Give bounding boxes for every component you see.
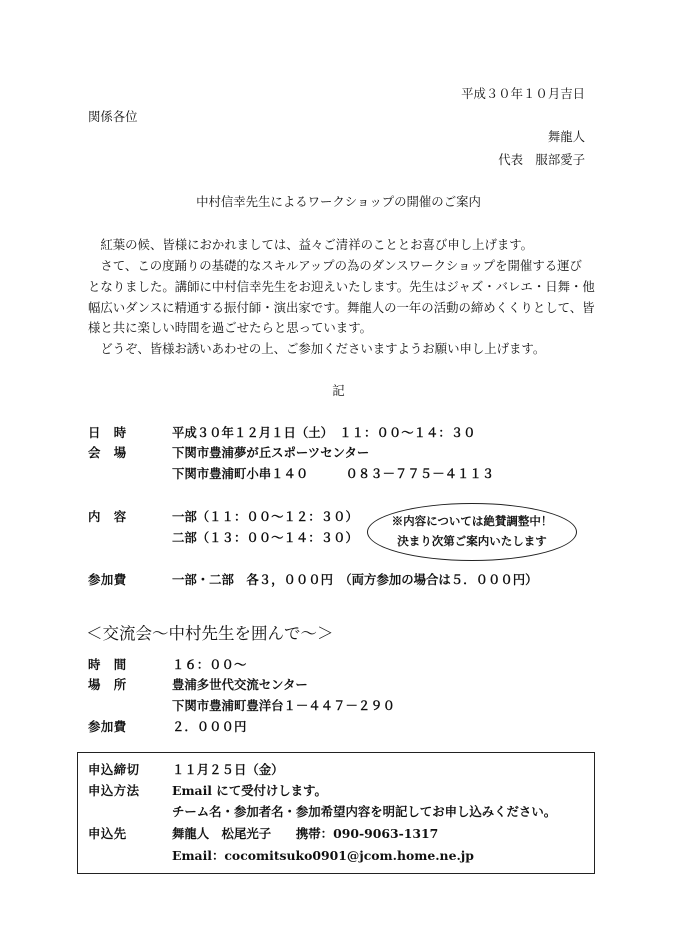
addressee: 関係各位 <box>88 109 138 124</box>
social-title: ＜交流会～中村先生を囲んで～＞ <box>86 624 334 643</box>
content-note-line1: ※内容については絶賛調整中！ <box>391 514 553 528</box>
method-label: 申込方法 <box>88 783 140 798</box>
workshop-content-label: 内 容 <box>88 509 127 524</box>
social-time-value: １６：００～ <box>172 657 247 672</box>
deadline-label: 申込締切 <box>88 762 140 777</box>
workshop-venue-name: 下関市豊浦夢が丘スポーツセンター <box>172 445 370 460</box>
organization-name: 舞龍人 <box>547 129 585 144</box>
body-line: となりました。講師に中村信幸先生をお迎えいたします。先生はジャズ・バレエ・日舞・他 <box>88 279 595 294</box>
workshop-fee-label: 参加費 <box>88 572 127 587</box>
ki-mark: 記 <box>332 383 345 398</box>
workshop-venue-label: 会 場 <box>88 445 127 460</box>
issue-date: 平成３０年１０月吉日 <box>461 86 585 101</box>
content-note-line2: 決まり次第ご案内いたします <box>397 534 547 548</box>
social-place-label: 場 所 <box>88 677 127 692</box>
contact-value: 舞龍人 松尾光子 携帯：090-9063-1317 <box>172 826 439 841</box>
body-line: さて、この度踊りの基礎的なスキルアップの為のダンスワークショップを開催する運び <box>88 258 582 273</box>
workshop-part2: 二部（１３：００～１４：３０） <box>172 530 358 545</box>
method-note: チーム名・参加者名・参加希望内容を明記してお申し込みください。 <box>172 804 557 819</box>
social-place-address: 下関市豊浦町豊洋台１－４４７－２９０ <box>172 698 396 713</box>
social-time-label: 時 間 <box>88 657 127 672</box>
workshop-date-label: 日 時 <box>88 425 127 440</box>
page-title: 中村信幸先生によるワークショップの開催のご案内 <box>196 194 481 209</box>
body-line: 紅葉の候、皆様におかれましては、益々ご清祥のこととお喜び申し上げます。 <box>88 237 534 252</box>
social-place-name: 豊浦多世代交流センター <box>172 677 308 692</box>
social-fee-value: ２．０００円 <box>172 719 247 734</box>
contact-label: 申込先 <box>88 826 127 841</box>
social-fee-label: 参加費 <box>88 719 127 734</box>
contact-email: Email：cocomitsuko0901@jcom.home.ne.jp <box>172 848 474 863</box>
workshop-date-value: 平成３０年１２月１日（土） １１：００～１４：３０ <box>172 425 476 440</box>
content-note-oval <box>367 503 577 561</box>
body-line: 様と共に楽しい時間を過ごせたらと思っています。 <box>88 320 372 335</box>
workshop-venue-address: 下関市豊浦町小串１４０ ０８３－７７５－４１１３ <box>172 466 495 481</box>
method-value: Email にて受付けします。 <box>172 783 327 798</box>
workshop-part1: 一部（１１：００～１２：３０） <box>172 509 358 524</box>
body-line: 幅広いダンスに精通する振付師・演出家です。舞龍人の一年の活動の締めくくりとして、皆 <box>88 300 595 315</box>
body-line: どうぞ、皆様お誘いあわせの上、ご参加くださいますようお願い申し上げます。 <box>88 341 546 356</box>
representative-name: 代表 服部愛子 <box>498 152 585 167</box>
deadline-value: １１月２５日（金） <box>172 762 284 777</box>
workshop-fee-value: 一部・二部 各３，０００円 （両方参加の場合は５．０００円） <box>172 572 538 587</box>
